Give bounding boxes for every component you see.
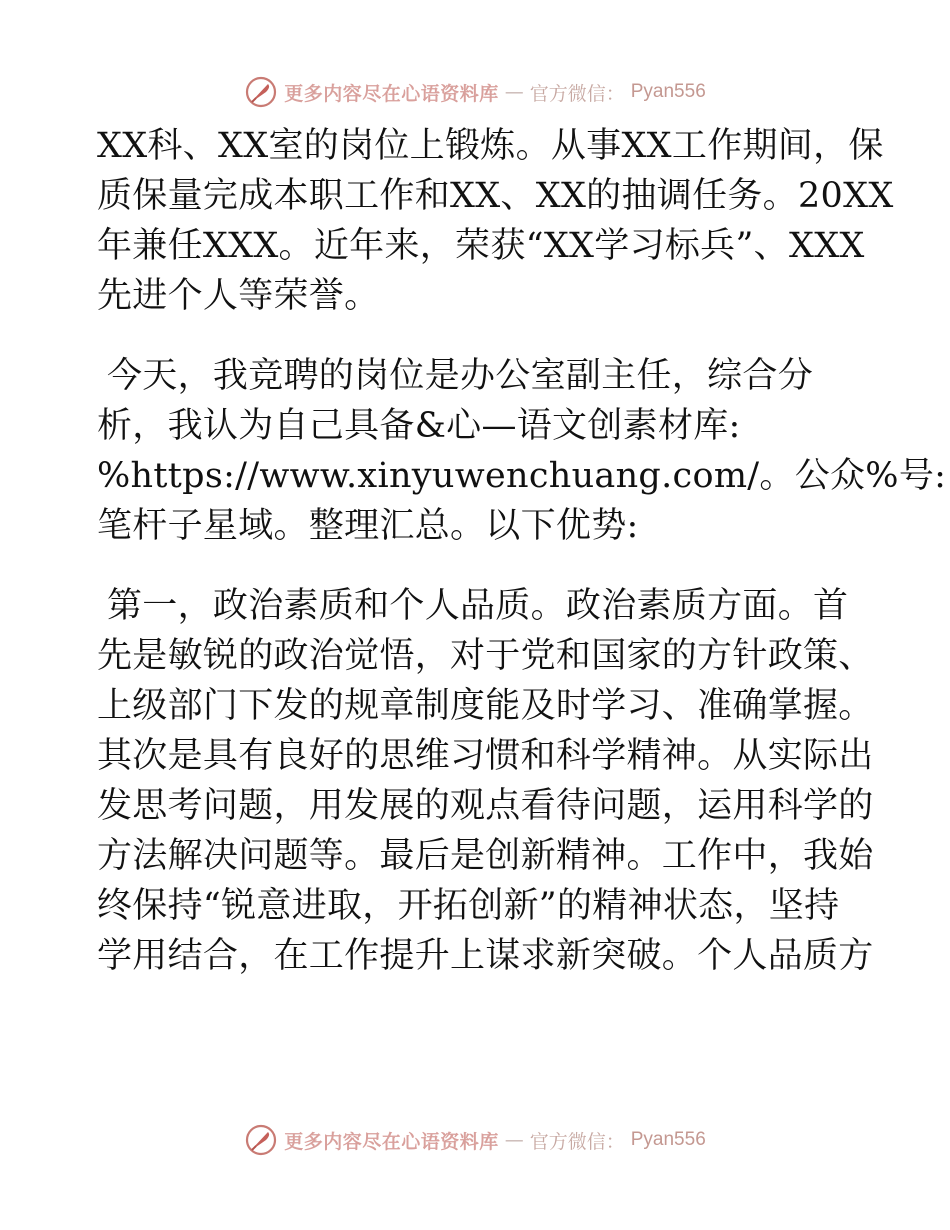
text-line: %https://www.xinyuwenchuang.com/。公众%号:	[97, 456, 947, 496]
text-line: 质保量完成本职工作和XX、XX的抽调任务。20XX	[97, 176, 894, 216]
text-line: 其次是具有良好的思维习惯和科学精神。从实际出	[97, 736, 874, 776]
footer-watermark-banner	[0, 1120, 950, 1160]
paragraph	[97, 351, 947, 551]
text-line: 笔杆子星域。整理汇总。以下优势:	[97, 506, 639, 546]
text-line: XX科、XX室的岗位上锻炼。从事XX工作期间，保	[97, 126, 884, 166]
paragraph	[97, 581, 874, 981]
quill-logo-icon	[244, 75, 278, 109]
text-line: 发思考问题，用发展的观点看待问题，运用科学的	[97, 786, 874, 826]
quill-logo-icon	[244, 1123, 278, 1157]
text-line: 上级部门下发的规章制度能及时学习、准确掌握。	[97, 686, 874, 726]
banner-separator: —	[504, 81, 524, 103]
text-line: 终保持“锐意进取，开拓创新”的精神状态，坚持	[97, 886, 840, 926]
document-body	[97, 121, 947, 981]
banner-wechat-label: 官方微信：	[529, 1130, 625, 1153]
header-watermark-banner	[0, 72, 950, 112]
banner-main-text: 更多内容尽在心语资料库	[284, 82, 499, 105]
text-line: 析，我认为自己具备&心—语文创素材库:	[97, 406, 741, 446]
paragraph	[97, 121, 894, 321]
banner-wechat-id: Pyan556	[630, 1129, 706, 1150]
banner-main-text: 更多内容尽在心语资料库	[284, 1130, 499, 1153]
text-line: 方法解决问题等。最后是创新精神。工作中，我始	[97, 836, 874, 876]
text-line: 学用结合，在工作提升上谋求新突破。个人品质方	[97, 936, 874, 976]
banner-separator: —	[504, 1129, 524, 1151]
banner-wechat-id: Pyan556	[630, 81, 706, 102]
text-line: 先是敏锐的政治觉悟，对于党和国家的方针政策、	[97, 636, 874, 676]
banner-wechat-label: 官方微信：	[529, 82, 625, 105]
text-line: 年兼任XXX。近年来，荣获“XX学习标兵”、XXX	[97, 226, 865, 266]
text-line: 先进个人等荣誉。	[97, 276, 380, 316]
text-line: 今天，我竞聘的岗位是办公室副主任，综合分	[107, 356, 814, 396]
text-line: 第一，政治素质和个人品质。政治素质方面。首	[107, 586, 849, 626]
